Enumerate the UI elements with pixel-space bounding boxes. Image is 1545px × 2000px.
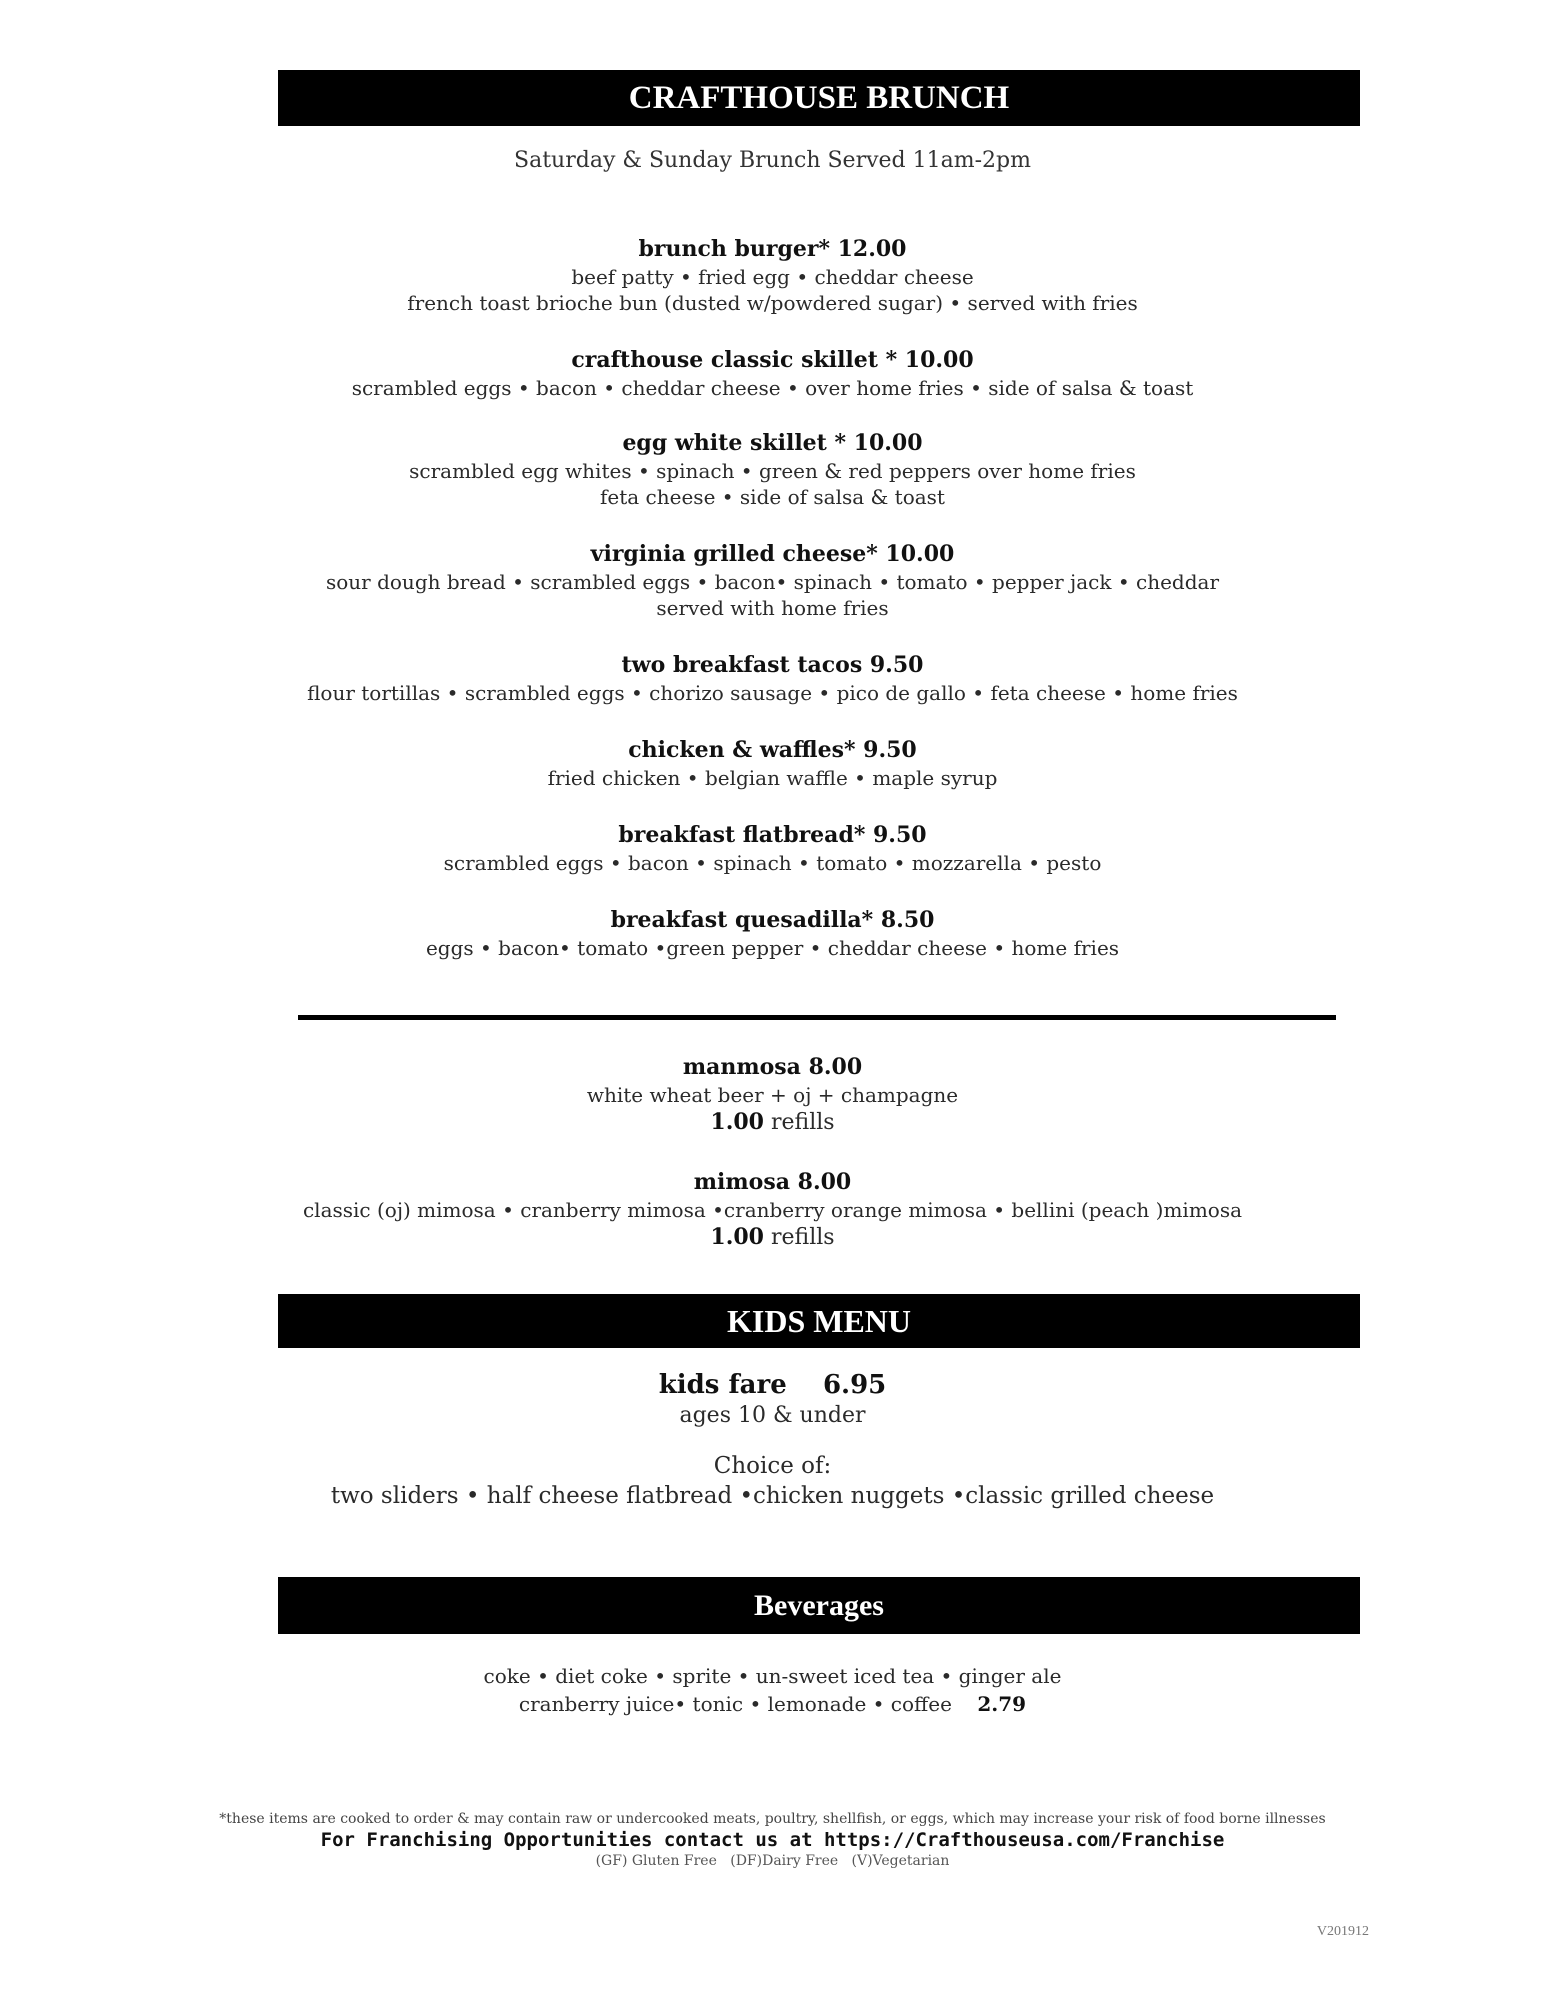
beverages-line [0, 1690, 1545, 1718]
drink-desc: classic (oj) mimosa • cranberry mimosa •cranberry orange mimosa • bellini (peach )mimosa [302, 1198, 1243, 1222]
drink-item [0, 1167, 1545, 1252]
menu-item-desc: flour tortillas • scrambled eggs • chorizo sausage • pico de gallo • feta cheese • home fries [307, 681, 1238, 705]
menu-item-desc: served with home fries [656, 596, 889, 620]
menu-item [0, 735, 1545, 791]
drink-desc: white wheat beer + oj + champagne [586, 1083, 959, 1107]
drink-title: mimosa 8.00 [693, 1169, 852, 1195]
menu-item-title: breakfast flatbread* 9.50 [618, 822, 927, 848]
menu-item-title: virginia grilled cheese* 10.00 [590, 541, 955, 567]
brunch-banner [278, 70, 1360, 126]
menu-item-desc: sour dough bread • scrambled eggs • bacon• spinach • tomato • pepper jack • cheddar [325, 570, 1220, 594]
brunch-hours: Saturday & Sunday Brunch Served 11am-2pm [514, 148, 1031, 173]
menu-item-title: breakfast quesadilla* 8.50 [610, 907, 935, 933]
footer-legend: (GF) Gluten Free (DF)Dairy Free (V)Vegetarian [595, 1853, 950, 1869]
kids-choice-label: Choice of: [713, 1453, 832, 1479]
footer-franchise: For Franchising Opportunities contact us at https://Crafthouseusa.com/Franchise [320, 1829, 1225, 1851]
menu-item-desc: french toast brioche bun (dusted w/powdered sugar) • served with fries [407, 291, 1138, 315]
beverages-banner-title: Beverages [754, 1589, 884, 1622]
menu-item [0, 345, 1545, 401]
brunch-banner-title: CRAFTHOUSE BRUNCH [628, 80, 1010, 116]
menu-item [0, 234, 1545, 316]
drink-refill [0, 1223, 1545, 1252]
menu-item [0, 820, 1545, 876]
menu-item-desc: eggs • bacon• tomato •green pepper • cheddar cheese • home fries [425, 936, 1120, 960]
footer-disclaimer: *these items are cooked to order & may contain raw or undercooked meats, poultry, shellfish, or eggs, which may increase your risk of food borne illnesses [219, 1811, 1326, 1827]
menu-item-desc: scrambled egg whites • spinach • green & red peppers over home fries [409, 459, 1136, 483]
beverages-line-text: cranberry juice• tonic • lemonade • coffee [518, 1692, 952, 1716]
menu-item-desc: scrambled eggs • bacon • spinach • tomato • mozzarella • pesto [443, 851, 1102, 875]
beverages-line: coke • diet coke • sprite • un-sweet iced tea • ginger ale [483, 1664, 1062, 1688]
section-divider [298, 1015, 1336, 1020]
version-code: V201912 [1316, 1924, 1369, 1939]
menu-item-desc: feta cheese • side of salsa & toast [600, 485, 945, 509]
menu-item-title: crafthouse classic skillet * 10.00 [571, 347, 974, 373]
kids-choices: two sliders • half cheese flatbread •chicken nuggets •classic grilled cheese [330, 1483, 1215, 1509]
menu-item [0, 905, 1545, 961]
menu-item-desc: beef patty • fried egg • cheddar cheese [571, 265, 974, 289]
beverages-list [0, 1662, 1545, 1718]
refill-label: refills [764, 1110, 835, 1135]
menu-item [0, 539, 1545, 621]
menu-item [0, 650, 1545, 706]
drink-title: manmosa 8.00 [682, 1054, 863, 1080]
menu-item-desc: scrambled eggs • bacon • cheddar cheese • over home fries • side of salsa & toast [351, 376, 1194, 400]
kids-banner [278, 1294, 1360, 1348]
beverages-price: 2.79 [977, 1692, 1027, 1716]
drink-item [0, 1052, 1545, 1137]
footer [0, 1810, 1545, 1870]
kids-section [0, 1369, 1545, 1511]
menu-item [0, 428, 1545, 510]
refill-label: refills [764, 1225, 835, 1250]
menu-item-title: chicken & waffles* 9.50 [628, 737, 917, 763]
refill-price: 1.00 [710, 1224, 764, 1250]
beverages-banner [278, 1577, 1360, 1634]
kids-banner-title: KIDS MENU [726, 1303, 911, 1339]
drink-refill [0, 1108, 1545, 1137]
kids-fare-title: kids fare 6.95 [658, 1370, 887, 1400]
menu-item-desc: fried chicken • belgian waffle • maple syrup [547, 766, 998, 790]
menu-item-title: brunch burger* 12.00 [638, 236, 907, 262]
menu-item-title: two breakfast tacos 9.50 [621, 652, 924, 678]
refill-price: 1.00 [710, 1109, 764, 1135]
menu-item-title: egg white skillet * 10.00 [622, 430, 923, 456]
kids-ages: ages 10 & under [679, 1403, 866, 1428]
